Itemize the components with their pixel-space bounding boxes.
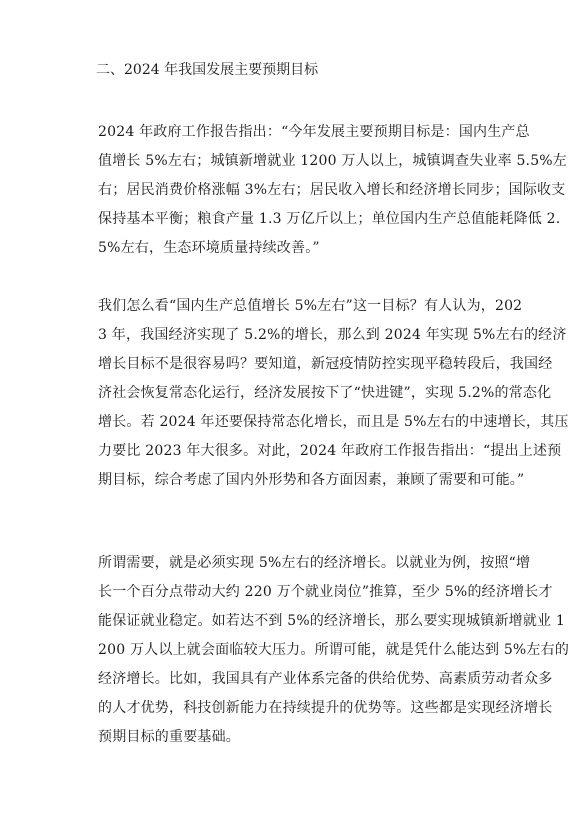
paragraph-2 xyxy=(98,292,569,495)
paragraph-1 xyxy=(98,118,568,263)
paragraph-line: 3 年，我国经济实现了 5.2%的增长，那么到 2024 年实现 5%左右的经济 xyxy=(98,327,567,343)
paragraph-line: 济社会恢复常态化运行，经济发展按下了“快进键”，实现 5.2%的常态化 xyxy=(98,385,552,401)
paragraph-line: 右；居民消费价格涨幅 3%左右；居民收入增长和经济增长同步；国际收支 xyxy=(98,182,566,198)
paragraph-line: 2024 年政府工作报告指出：“今年发展主要预期目标是：国内生产总 xyxy=(98,124,530,140)
paragraph-line: 经济增长。比如，我国具有产业体系完备的供给优势、高素质劳动者众多 xyxy=(98,671,553,687)
paragraph-line: 5%左右，生态环境质量持续改善。” xyxy=(98,240,320,256)
section-heading: 二、2024 年我国发展主要预期目标 xyxy=(96,62,319,78)
paragraph-line: 增长目标不是很容易吗？要知道，新冠疫情防控实现平稳转段后，我国经 xyxy=(98,356,553,372)
paragraph-line: 预期目标的重要基础。 xyxy=(98,729,240,745)
paragraph-line: 的人才优势，科技创新能力在持续提升的优势等。这些都是实现经济增长 xyxy=(98,700,553,716)
paragraph-line: 能保证就业稳定。如若达不到 5%的经济增长，那么要实现城镇新增就业 1 xyxy=(98,613,566,629)
paragraph-line: 力要比 2023 年大很多。对此，2024 年政府工作报告指出：“提出上述预 xyxy=(98,443,562,459)
paragraph-line: 所谓需要，就是必须实现 5%左右的经济增长。以就业为例，按照“增 xyxy=(98,555,531,571)
paragraph-line: 我们怎么看“国内生产总值增长 5%左右”这一目标？有人认为，202 xyxy=(98,298,523,314)
paragraph-line: 保持基本平衡；粮食产量 1.3 万亿斤以上；单位国内生产总值能耗降低 2. xyxy=(98,211,561,227)
paragraph-line: 增长。若 2024 年还要保持常态化增长，而且是 5%左右的中速增长，其压 xyxy=(98,414,569,430)
paragraph-line: 期目标，综合考虑了国内外形势和各方面因素，兼顾了需要和可能。” xyxy=(98,472,525,488)
paragraph-line: 值增长 5%左右；城镇新增就业 1200 万人以上，城镇调查失业率 5.5%左 xyxy=(98,153,568,169)
paragraph-3 xyxy=(98,549,570,752)
paragraph-line: 200 万人以上就会面临较大压力。所谓可能，就是凭什么能达到 5%左右的 xyxy=(98,642,570,658)
paragraph-line: 长一个百分点带动大约 220 万个就业岗位”推算，至少 5%的经济增长才 xyxy=(98,584,553,600)
